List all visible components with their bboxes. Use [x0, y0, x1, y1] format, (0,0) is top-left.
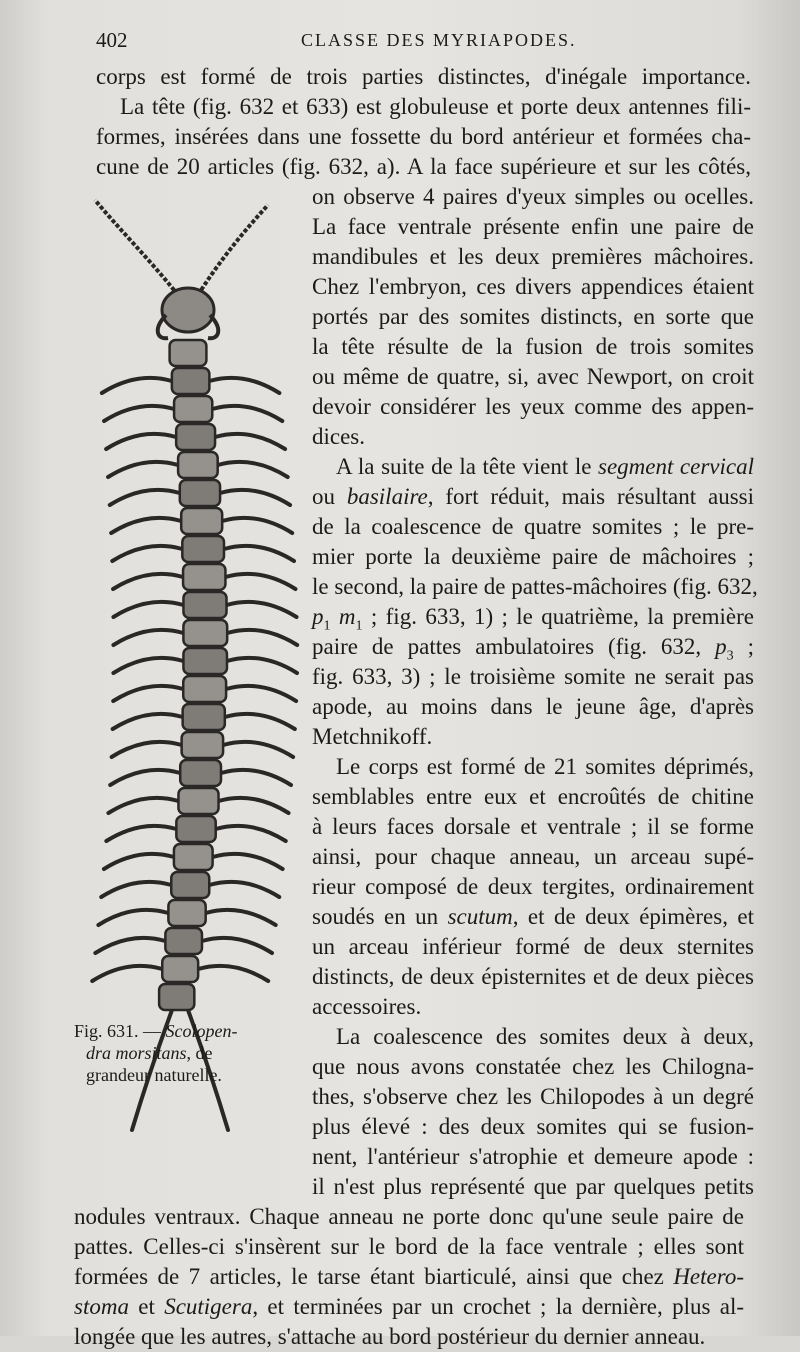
right-antenna: [198, 205, 268, 295]
leg: [222, 518, 292, 533]
text-line: Metchnikoff.: [312, 724, 433, 749]
leg: [209, 882, 279, 897]
leg: [113, 686, 183, 701]
text-line: cune de 20 articles (fig. 632, a). A la face supérieure et sur les côtés,: [96, 154, 751, 179]
text-line: ou même de quatre, si, avec Newport, on croit: [312, 364, 754, 389]
text-line: portés par des somites distincts, en sorte que: [312, 304, 754, 329]
text-line: La coalescence des somites deux à deux,: [336, 1024, 754, 1049]
leg: [108, 798, 178, 813]
text-line: longée que les autres, s'attache au bord postérieur du dernier anneau.: [74, 1324, 706, 1349]
body-segment: [172, 368, 209, 394]
text-line: il n'est plus représenté que par quelques petits: [312, 1174, 754, 1199]
leg: [221, 770, 291, 785]
leg: [92, 966, 162, 981]
caption-line: Fig. 631. — Scolopen-: [74, 1021, 238, 1041]
leg: [112, 742, 182, 757]
body-segment: [174, 844, 213, 870]
leg: [226, 686, 296, 701]
caption-line: dra morsitans, de: [86, 1043, 213, 1063]
body-segment: [180, 480, 220, 506]
leg: [106, 826, 176, 841]
leg: [212, 406, 282, 421]
leg: [113, 574, 183, 589]
figure-caption: [74, 1020, 294, 1086]
text-line: Chez l'embryon, ces divers appendices étaient: [312, 274, 754, 299]
leg: [209, 378, 279, 393]
body-segment: [181, 508, 222, 534]
text-line: La face ventrale présente enfin une paire de: [312, 214, 754, 239]
body-segment: [183, 648, 227, 674]
text-line: corps est formé de trois parties distinctes, d'inégale importance.: [96, 64, 751, 89]
text-line: stoma et Scutigera, et terminées par un crochet ; la dernière, plus al-: [74, 1294, 744, 1319]
leg: [104, 854, 174, 869]
leg: [215, 434, 285, 449]
body-segment: [178, 788, 218, 814]
text-line: rieur composé de deux tergites, ordinairement: [312, 874, 754, 899]
text-line: La tête (fig. 632 et 633) est globuleuse et porte deux antennes fili-: [120, 94, 751, 119]
text-line: à leurs faces dorsale et ventrale ; il se forme: [312, 814, 754, 839]
text-line: A la suite de la tête vient le segment cervical: [336, 454, 754, 479]
body-segment: [165, 928, 202, 954]
body-segment: [183, 704, 225, 730]
leg: [225, 574, 295, 589]
text-line: formées de 7 articles, le tarse étant biarticulé, ainsi que chez Hetero-: [74, 1264, 744, 1289]
leg: [213, 854, 283, 869]
body-segment: [180, 760, 221, 786]
body-segment: [176, 424, 215, 450]
page-header: [96, 28, 736, 58]
text-line: la tête résulte de la fusion de trois somites: [312, 334, 754, 359]
body-segment: [178, 452, 218, 478]
leg: [206, 910, 276, 925]
text-line: semblables entre eux et encroûtés de chitine: [312, 784, 754, 809]
text-line: thes, s'observe chez les Chilopodes à un degré: [312, 1084, 754, 1109]
head: [162, 288, 214, 332]
page-number: 402: [96, 28, 128, 52]
leg: [110, 770, 180, 785]
text-line: un arceau inférieur formé de deux sternites: [312, 934, 754, 959]
text-line: mier porte la deuxième paire de mâchoires ;: [312, 544, 754, 569]
leg: [113, 658, 183, 673]
body-segment: [159, 984, 194, 1010]
leg: [108, 462, 178, 477]
leg: [98, 910, 168, 925]
text-line: le second, la paire de pattes-mâchoires (fig. 632,: [312, 574, 758, 599]
text-line: devoir considérer les yeux comme des appen-: [312, 394, 754, 419]
body-segment: [182, 732, 223, 758]
body-segment: [170, 340, 207, 366]
body-segment: [176, 816, 215, 842]
leg: [113, 714, 183, 729]
leg: [218, 462, 288, 477]
body-segment: [183, 620, 227, 646]
leg: [223, 742, 293, 757]
leg: [202, 938, 272, 953]
leg: [101, 882, 171, 897]
leg: [104, 406, 174, 421]
leg: [113, 630, 183, 645]
text-line: on observe 4 paires d'yeux simples ou ocelles.: [312, 184, 754, 209]
leg: [106, 434, 176, 449]
leg: [112, 546, 182, 561]
leg: [220, 490, 290, 505]
text-line: dices.: [312, 424, 366, 449]
body-segment: [182, 536, 224, 562]
body-segment: [174, 396, 212, 422]
text-line: fig. 633, 3) ; le troisième somite ne serait pas: [312, 664, 754, 689]
caption-line: grandeur naturelle.: [86, 1065, 222, 1085]
leg: [225, 714, 295, 729]
text-line: distincts, de deux épisternites et de deux pièces: [312, 964, 754, 989]
text-line: nodules ventraux. Chaque anneau ne porte donc qu'une seule paire de: [74, 1204, 744, 1229]
text-line: paire de pattes ambulatoires (fig. 632, $p_3$ ;: [312, 634, 754, 664]
leg: [216, 826, 286, 841]
leg: [224, 546, 294, 561]
text-line: ainsi, pour chaque anneau, un arceau supé-: [312, 844, 754, 869]
text-line: soudés en un scutum, et de deux épimères, et: [312, 904, 754, 929]
leg: [227, 602, 297, 617]
text-line: plus élevé : des deux somites qui se fusion-: [312, 1114, 754, 1139]
leg: [111, 518, 181, 533]
leg: [198, 966, 268, 981]
body-segment: [171, 872, 209, 898]
leg: [102, 378, 172, 393]
left-antenna: [95, 200, 178, 295]
leg: [227, 630, 297, 645]
text-line: $p_1$ $m_1$ ; fig. 633, 1) ; le quatrième, la première: [312, 604, 754, 634]
text-line: pattes. Celles-ci s'insèrent sur le bord de la face ventrale ; elles sont: [74, 1234, 744, 1259]
body-segment: [183, 676, 226, 702]
leg: [95, 938, 165, 953]
body-segment: [183, 592, 226, 618]
body-segment: [168, 900, 205, 926]
text-line: que nous avons constatée chez les Chilogna-: [312, 1054, 754, 1079]
running-head: CLASSE DES MYRIAPODES.: [301, 30, 577, 50]
body-segment: [162, 956, 198, 982]
text-line: ou basilaire, fort réduit, mais résultant aussi: [312, 484, 754, 509]
text-line: Le corps est formé de 21 somites déprimés,: [336, 754, 754, 779]
text-line: mandibules et les deux premières mâchoires.: [312, 244, 754, 269]
centipede-illustration: [80, 190, 300, 1020]
text-line: accessoires.: [312, 994, 422, 1019]
text-line: de la coalescence de quatre somites ; le pre-: [312, 514, 754, 539]
body-segment: [183, 564, 225, 590]
leg: [227, 658, 297, 673]
text-line: formes, insérées dans une fossette du bord antérieur et formées cha-: [96, 124, 751, 149]
leg: [113, 602, 183, 617]
text-line: nent, l'antérieur s'atrophie et demeure apode :: [312, 1144, 754, 1169]
text-line: apode, au moins dans le jeune âge, d'après: [312, 694, 754, 719]
leg: [219, 798, 289, 813]
leg: [110, 490, 180, 505]
